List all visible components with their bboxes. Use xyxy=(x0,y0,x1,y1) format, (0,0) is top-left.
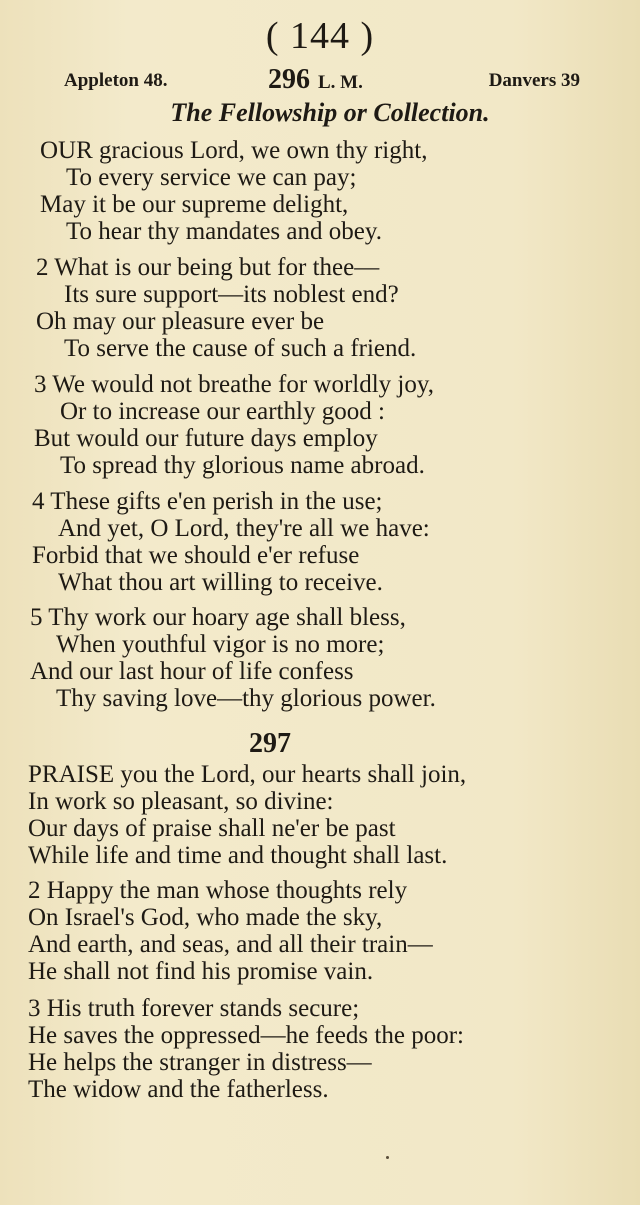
verse-line: To hear thy mandates and obey. xyxy=(66,218,382,245)
verse-line: To every service we can pay; xyxy=(66,164,357,191)
verse-line: When youthful vigor is no more; xyxy=(56,631,385,658)
verse-line: Or to increase our earthly good : xyxy=(60,398,385,425)
verse-line: In work so pleasant, so divine: xyxy=(28,788,334,815)
verse-line: 4 These gifts e'en perish in the use; xyxy=(32,488,383,515)
verse-line: Forbid that we should e'er refuse xyxy=(32,542,360,569)
verse-line: He saves the oppressed—he feeds the poor: xyxy=(28,1022,464,1049)
verse-line: But would our future days employ xyxy=(34,425,378,452)
verse-line: 2 Happy the man whose thoughts rely xyxy=(28,877,408,904)
verse-line: OUR gracious Lord, we own thy right, xyxy=(40,137,428,164)
tune-reference-left: Appleton 48. xyxy=(64,70,168,91)
verse-line: The widow and the fatherless. xyxy=(28,1076,329,1103)
verse-line: On Israel's God, who made the sky, xyxy=(28,904,383,931)
verse-line: And yet, O Lord, they're all we have: xyxy=(58,515,430,542)
verse-line: What thou art willing to receive. xyxy=(58,569,383,596)
verse-line: May it be our supreme delight, xyxy=(40,191,349,218)
verse-line: Our days of praise shall ne'er be past xyxy=(28,815,396,842)
verse-line: And earth, and seas, and all their train— xyxy=(28,931,433,958)
verse-line: Its sure support—its noblest end? xyxy=(64,281,399,308)
ink-speck xyxy=(386,1156,389,1159)
verse-line: To spread thy glorious name abroad. xyxy=(60,452,425,479)
verse-line: 2 What is our being but for thee— xyxy=(36,254,380,281)
verse-line: And our last hour of life confess xyxy=(30,658,354,685)
verse-line: 3 We would not breathe for worldly joy, xyxy=(34,371,434,398)
verse-line: 3 His truth forever stands secure; xyxy=(28,995,360,1022)
verse-line: PRAISE you the Lord, our hearts shall join, xyxy=(28,761,467,788)
verse-line: 5 Thy work our hoary age shall bless, xyxy=(30,604,406,631)
verse-line: He helps the stranger in distress— xyxy=(28,1049,372,1076)
hymn-number: 296 xyxy=(268,64,310,95)
verse-line: While life and time and thought shall last. xyxy=(28,842,448,869)
verse-line: To serve the cause of such a friend. xyxy=(64,335,417,362)
hymn-number-297: 297 xyxy=(249,728,291,759)
tune-reference-right: Danvers 39 xyxy=(488,70,580,91)
verse-line: Thy saving love—thy glorious power. xyxy=(56,685,436,712)
hymn-meter: L. M. xyxy=(318,72,363,93)
verse-line: Oh may our pleasure ever be xyxy=(36,308,325,335)
hymn-title: The Fellowship or Collection. xyxy=(170,98,490,127)
page-number: ( 144 ) xyxy=(265,15,375,57)
verse-line: He shall not find his promise vain. xyxy=(28,958,374,985)
